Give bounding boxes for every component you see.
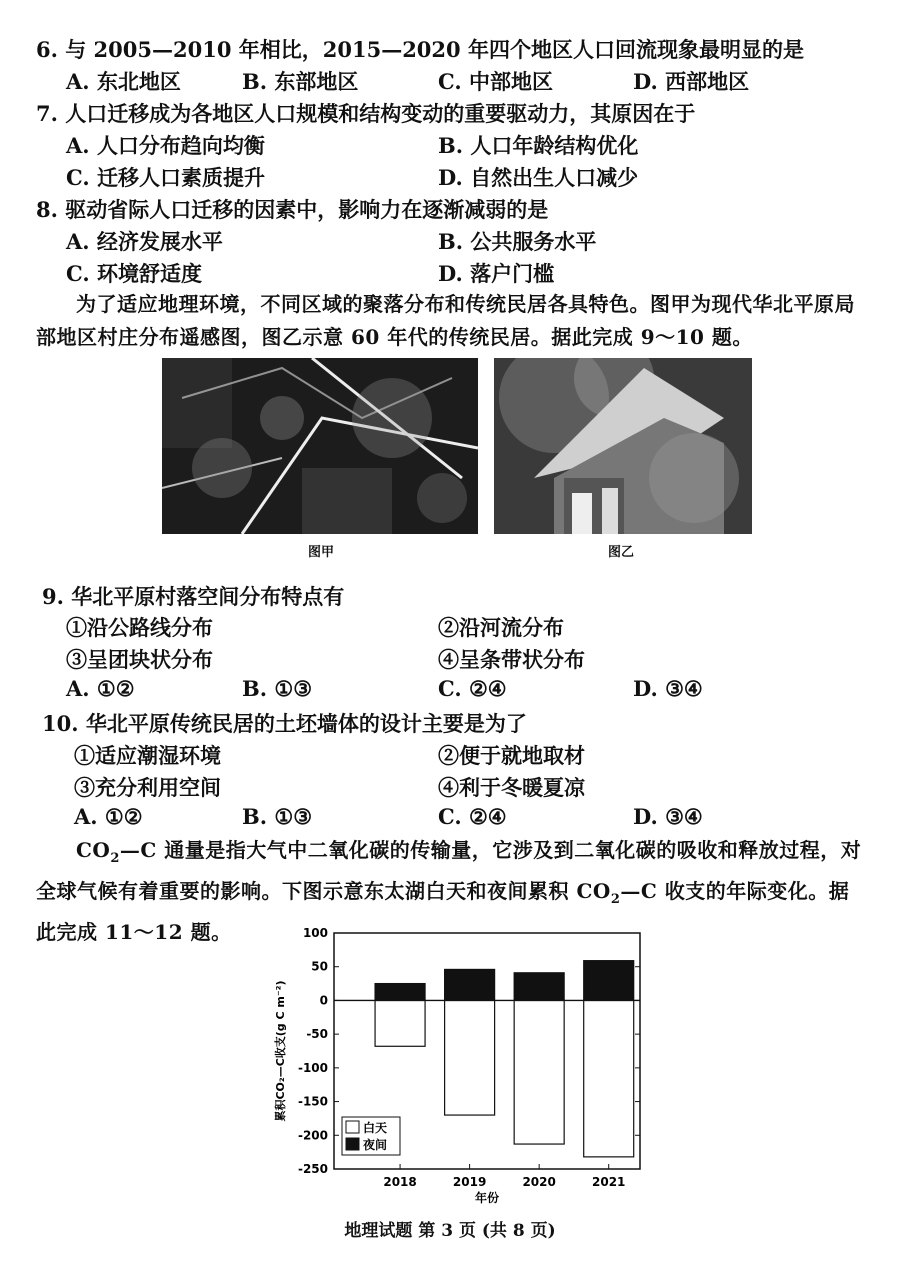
q10-item-3: ③充分利用空间	[74, 775, 221, 800]
q10-item-1: ①适应潮湿环境	[74, 743, 221, 768]
q7-option-a: A. 人口分布趋向均衡	[66, 133, 265, 158]
legend-swatch-day	[346, 1121, 359, 1133]
q9-option-c: C. ②④	[438, 676, 507, 701]
y-tick-label: 100	[302, 926, 328, 940]
y-tick-label: -50	[306, 1027, 328, 1042]
question-8-stem: 8. 驱动省际人口迁移的因素中，影响力在逐渐减弱的是	[36, 197, 549, 222]
q6-option-c: C. 中部地区	[438, 69, 553, 94]
q10-option-d: D. ③④	[633, 804, 703, 829]
q7-option-b: B. 人口年龄结构优化	[438, 133, 639, 158]
x-tick-label: 2020	[522, 1175, 556, 1189]
bar-night	[375, 984, 425, 1001]
bar-day	[514, 1000, 564, 1144]
q9-item-1: ①沿公路线分布	[66, 615, 213, 640]
intro-9-10: 为了适应地理环境，不同区域的聚落分布和传统民居各具特色。图甲为现代华北平原局部地区村庄分布遥感图，图乙示意 60 年代的传统民居。据此完成 9～10 题。	[36, 292, 855, 349]
q8-option-d: D. 落户门槛	[438, 261, 555, 286]
q8-option-c: C. 环境舒适度	[66, 261, 202, 286]
q6-option-d: D. 西部地区	[633, 69, 750, 94]
legend-label-night: 夜间	[363, 1138, 388, 1152]
q10-option-a: A. ①②	[74, 804, 143, 829]
x-tick-label: 2019	[452, 1175, 487, 1189]
legend-label-day: 白天	[363, 1121, 388, 1135]
q8-option-b: B. 公共服务水平	[438, 229, 597, 254]
figure-caption-left: 图甲	[308, 545, 335, 560]
q9-option-a: A. ①②	[66, 676, 135, 701]
bar-night	[445, 969, 495, 1000]
y-tick-label: -250	[297, 1162, 328, 1176]
question-10-stem: 10. 华北平原传统民居的土坯墙体的设计主要是为了	[42, 711, 527, 736]
q9-item-3: ③呈团块状分布	[66, 647, 213, 672]
page-footer: 地理试题 第 3 页 (共 8 页)	[344, 1221, 556, 1241]
traditional-house-photo	[494, 358, 752, 534]
intro-11-12: $CO_2—C$ 通量是指大气中二氧化碳的传输量，它涉及到二氧化碳的吸收和释放过程，对全球气候有着重要的影响。下图示意东太湖白天和夜间累积 $CO_2—C$ 收支的年际变化。据此完成 11～12 题。	[36, 838, 862, 944]
question-9-stem: 9. 华北平原村落空间分布特点有	[42, 584, 345, 609]
q9-option-b: B. ①③	[242, 676, 313, 701]
y-axis-label: 累积CO₂—C收支(g C m⁻²)	[274, 980, 287, 1122]
legend	[342, 1117, 400, 1155]
question-6-stem: 6. 与 2005—2010 年相比，2015—2020 年四个地区人口回流现象最明显的是	[36, 37, 804, 62]
bar-day	[375, 1000, 425, 1046]
q7-option-d: D. 自然出生人口减少	[438, 165, 639, 190]
q6-option-b: B. 东部地区	[242, 69, 359, 94]
y-tick-label: -150	[297, 1094, 328, 1109]
figure-caption-right: 图乙	[608, 545, 635, 560]
bar-night	[584, 961, 634, 1001]
question-7-stem: 7. 人口迁移成为各地区人口规模和结构变动的重要驱动力，其原因在于	[36, 101, 696, 126]
q10-option-c: C. ②④	[438, 804, 507, 829]
bar-night	[514, 973, 564, 1001]
bar-day	[584, 1000, 634, 1156]
satellite-photo	[162, 358, 478, 534]
y-tick-label: -100	[297, 1060, 328, 1075]
q9-item-2: ②沿河流分布	[438, 615, 564, 640]
q10-option-b: B. ①③	[242, 804, 313, 829]
q9-item-4: ④呈条带状分布	[438, 647, 585, 672]
x-axis-label: 年份	[474, 1191, 500, 1205]
q8-option-a: A. 经济发展水平	[66, 229, 223, 254]
co2-budget-bar-chart	[258, 925, 658, 1205]
q9-option-d: D. ③④	[633, 676, 703, 701]
q6-option-a: A. 东北地区	[66, 69, 181, 94]
x-tick-label: 2021	[592, 1175, 626, 1189]
x-tick-label: 2018	[383, 1175, 417, 1189]
q7-option-c: C. 迁移人口素质提升	[66, 165, 265, 190]
legend-swatch-night	[346, 1138, 359, 1150]
q10-item-2: ②便于就地取材	[438, 743, 585, 768]
q10-item-4: ④利于冬暖夏凉	[438, 775, 585, 800]
bar-day	[445, 1000, 495, 1115]
y-tick-label: 0	[319, 993, 328, 1008]
y-tick-label: 50	[311, 959, 328, 974]
y-tick-label: -200	[297, 1128, 328, 1143]
